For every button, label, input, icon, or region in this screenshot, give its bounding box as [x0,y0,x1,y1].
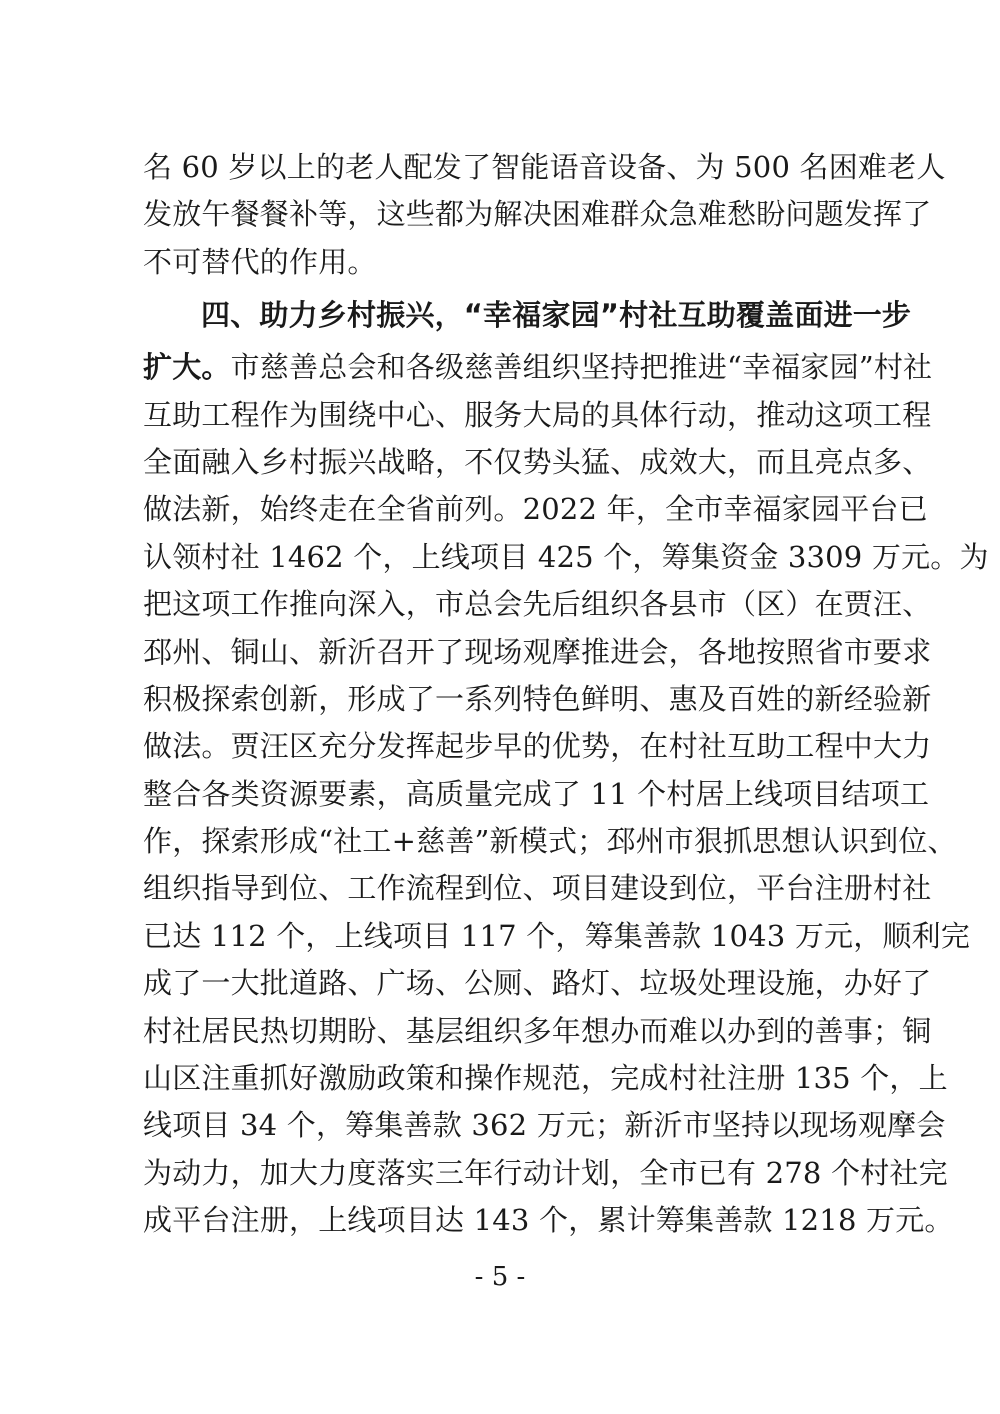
body-text [143,144,989,1245]
text-line: 积极探索创新，形成了一系列特色鲜明、惠及百姓的新经验新 [143,681,932,716]
paragraph-start: 市慈善总会和各级慈善组织坚持把推进“幸福家园”村社 [230,350,933,385]
text-line: 全面融入乡村振兴战略，不仅势头猛、成效大，而且亮点多、 [143,444,932,479]
text-line: 为动力，加大力度落实三年行动计划，全市已有 278 个村社完 [143,1155,948,1190]
text-line: 发放午餐餐补等，这些都为解决困难群众急难愁盼问题发挥了 [143,197,932,232]
text-line: 整合各类资源要素，高质量完成了 11 个村居上线项目结项工 [143,776,930,811]
text-line: 村社居民热切期盼、基层组织多年想办而难以办到的善事；铜 [143,1013,932,1048]
text-line: 山区注重抓好激励政策和操作规范，完成村社注册 135 个，上 [143,1061,948,1096]
text-line: 认领村社 1462 个，上线项目 425 个，筹集资金 3309 万元。为 [143,539,989,574]
text-line: 名 60 岁以上的老人配发了智能语音设备、为 500 名困难老人 [143,150,946,184]
text-line: 互助工程作为围绕中心、服务大局的具体行动，推动这项工程 [143,397,932,432]
text-line: 成平台注册，上线项目达 143 个，累计筹集善款 1218 万元。 [143,1203,954,1238]
text-line: 不可替代的作用。 [143,244,377,279]
text-line: 组织指导到位、工作流程到位、项目建设到位，平台注册村社 [143,871,932,906]
text-line: 做法新，始终走在全省前列。2022 年，全市幸福家园平台已 [143,492,928,527]
text-line: 作，探索形成“社工+慈善”新模式；邳州市狠抓思想认识到位、 [143,824,957,859]
text-line: 邳州、铜山、新沂召开了现场观摩推进会，各地按照省市要求 [143,634,932,669]
page-number: - 5 - [474,1262,526,1292]
text-line: 成了一大批道路、广场、公厕、路灯、垃圾处理设施，办好了 [143,966,932,1001]
text-line: 已达 112 个，上线项目 117 个，筹集善款 1043 万元，顺利完 [143,918,971,953]
section-heading-end: 扩大。 [143,350,231,385]
text-line: 做法。贾汪区充分发挥起步早的优势，在村社互助工程中大力 [143,729,932,764]
text-line: 线项目 34 个，筹集善款 362 万元；新沂市坚持以现场观摩会 [143,1108,946,1143]
text-line: 把这项工作推向深入，市总会先后组织各县市（区）在贾汪、 [143,587,932,622]
text-line [143,344,933,391]
section-heading: 四、助力乡村振兴，“幸福家园”村社互助覆盖面进一步 [201,298,912,333]
